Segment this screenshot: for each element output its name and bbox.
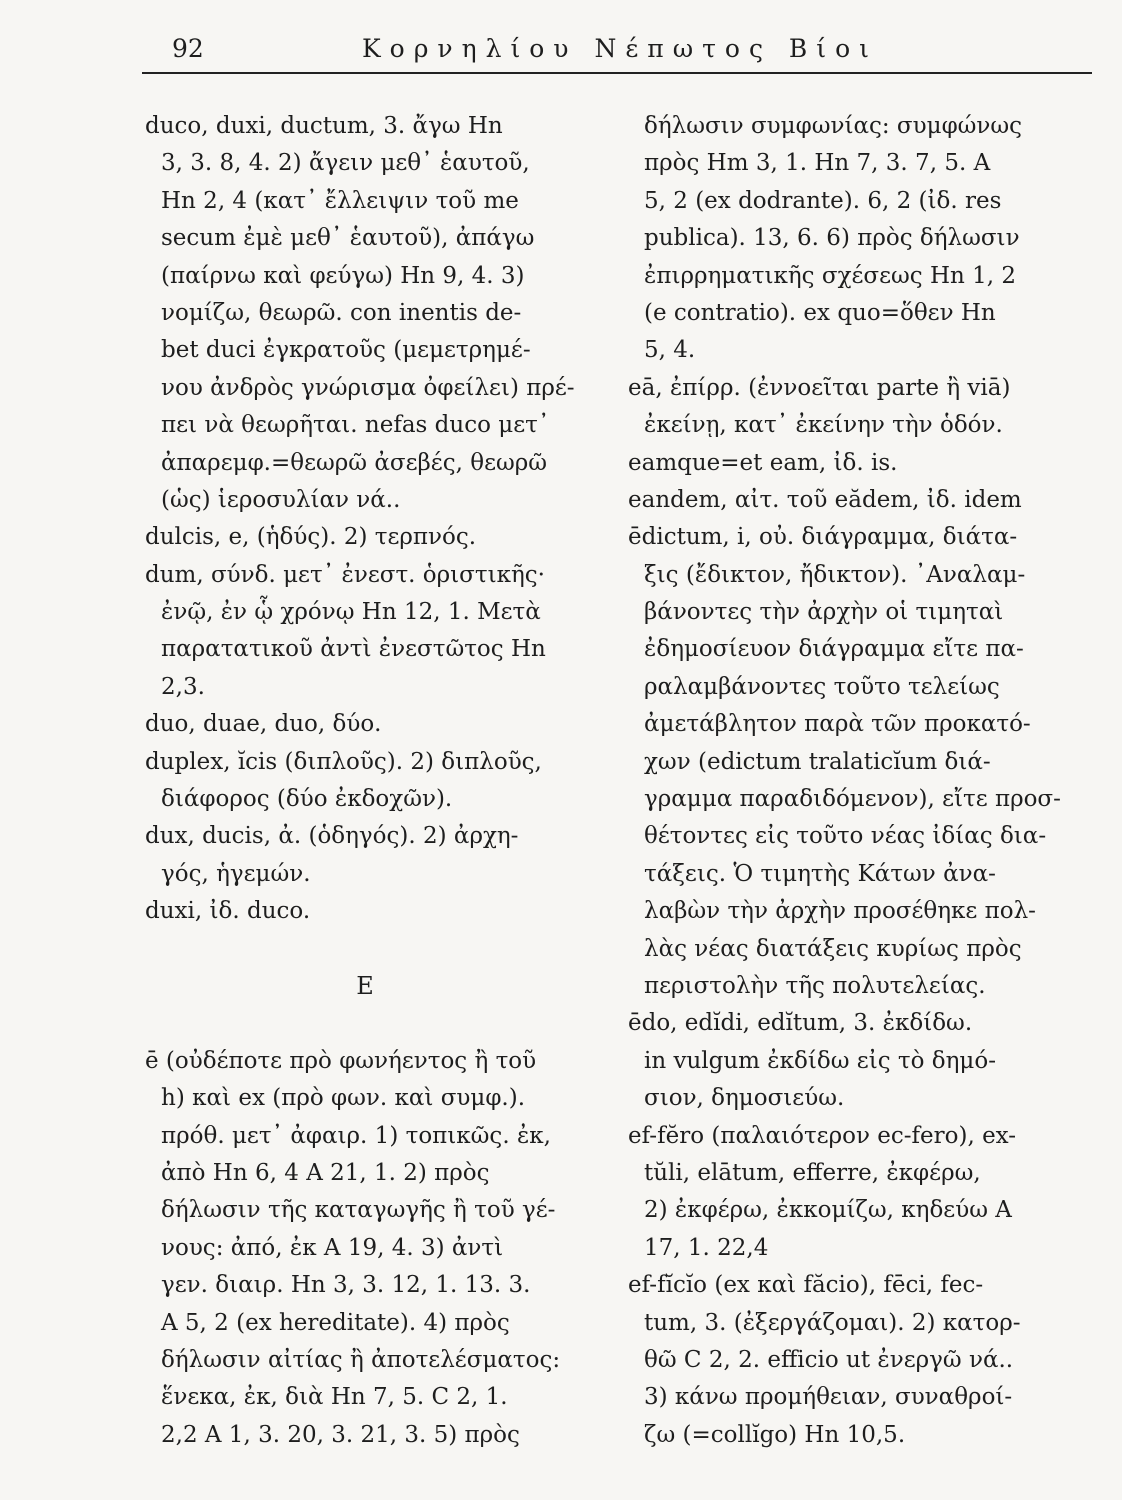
entry-line: secum ἐμὲ μεθ᾽ ἑαυτοῦ), ἀπάγω	[161, 225, 535, 252]
entry-line: 2,2 A 1, 3. 20, 3. 21, 3. 5) πρὸς	[161, 1421, 520, 1448]
section-spacer	[145, 931, 585, 968]
entry-line: dum, σύνδ. μετ᾽ ἐνεστ. ὁριστικῆς·	[145, 561, 545, 588]
entry-line: διάφορος (δύο ἐκδοχῶν).	[161, 786, 453, 813]
running-title: Κορνηλίου Νέπωτος Βίοι	[362, 34, 878, 63]
entry-line: ἐπιρρηματικῆς σχέσεως Hn 1, 2	[644, 262, 1017, 289]
entry-line: duxi, ἰδ. duco.	[145, 898, 311, 925]
entry-line: duo, duae, duo, δύο.	[145, 711, 382, 738]
entry-line: ξις (ἔδικτον, ἤδικτον). ᾿Αναλαμ-	[644, 561, 1026, 588]
entry-line: λὰς νέας διατάξεις κυρίως πρὸς	[644, 935, 1022, 962]
entry-line: νου ἀνδρὸς γνώρισμα ὀφείλει) πρέ-	[161, 374, 575, 401]
entry-line: βάνοντες τὴν ἀρχὴν οἱ τιμηταὶ	[644, 599, 1004, 626]
entry-line: publica). 13, 6. 6) πρὸς δήλωσιν	[644, 225, 1020, 252]
entry-line: h) καὶ ex (πρὸ φων. καὶ συμφ.).	[161, 1085, 526, 1112]
entry-line: Hn 2, 4 (κατ᾽ ἔλλειψιν τοῦ me	[161, 187, 519, 214]
page-number: 92	[172, 34, 204, 63]
entry-line: γραμμα παραδιδόμενον), εἴτε προσ-	[644, 786, 1061, 813]
entry-line: θῶ C 2, 2. efficio ut ἐνεργῶ νά..	[644, 1346, 1014, 1373]
entry-line: περιστολὴν τῆς πολυτελείας.	[644, 972, 986, 999]
entry-line: ēdictum, i, οὐ. διάγραμμα, διάτα-	[628, 524, 1018, 551]
entry-line: bet duci ἐγκρατοῦς (μεμετρημέ-	[161, 337, 531, 364]
entry-line: δήλωσιν συμφωνίας: συμφώνως	[644, 113, 1023, 139]
entry-line: ζω (=collĭgo) Hn 10,5.	[644, 1421, 906, 1448]
entry-line: 2,3.	[161, 673, 205, 700]
entry-line: ἀμετάβλητον παρὰ τῶν προκατό-	[644, 711, 1031, 738]
entry-line: χων (edictum tralaticĭum διά-	[644, 748, 991, 775]
entry-line: 5, 4.	[644, 337, 696, 364]
entry-line: ἐνῷ, ἐν ᾧ χρόνῳ Hn 12, 1. Μετὰ	[161, 599, 541, 626]
entry-line: πρὸς Hm 3, 1. Hn 7, 3. 7, 5. A	[644, 150, 991, 177]
entry-line: ef-fĭcĭo (ex καὶ făcio), fēci, fec-	[628, 1272, 984, 1299]
entry-line: dulcis, e, (ἡδύς). 2) τερπνός.	[145, 524, 477, 551]
entry-line: δήλωσιν αἰτίας ἢ ἀποτελέσματος:	[161, 1346, 561, 1373]
entry-line: duco, duxi, ductum, 3. ἄγω Hn	[145, 113, 503, 139]
entry-line: δήλωσιν τῆς καταγωγῆς ἢ τοῦ γέ-	[161, 1197, 556, 1224]
page-header	[142, 30, 1092, 70]
entry-line: (παίρνω καὶ φεύγω) Hn 9, 4. 3)	[161, 262, 525, 289]
entry-line: 5, 2 (ex dodrante). 6, 2 (ἰδ. res	[644, 187, 1002, 214]
entry-line: γός, ἡγεμών.	[161, 860, 311, 887]
entry-line: 2) ἐκφέρω, ἐκκομίζω, κηδεύω A	[644, 1197, 1012, 1224]
entry-line: γεν. διαιρ. Hn 3, 3. 12, 1. 13. 3.	[161, 1272, 531, 1299]
entry-line: πει νὰ θεωρῆται. nefas duco μετ᾽	[161, 412, 550, 439]
section-letter: E	[356, 971, 374, 1000]
entry-line: 17, 1. 22,4	[644, 1234, 769, 1261]
entry-line: ἕνεκα, ἐκ, διὰ Hn 7, 5. C 2, 1.	[161, 1384, 508, 1411]
entry-line: λαβὼν τὴν ἀρχὴν προσέθηκε πολ-	[644, 898, 1036, 925]
header-rule	[142, 72, 1092, 74]
entry-line: ραλαμβάνοντες τοῦτο τελείως	[644, 673, 1000, 700]
entry-line: ēdo, edĭdi, edĭtum, 3. ἐκδίδω.	[628, 1010, 973, 1037]
entry-line: ἐκείνῃ, κατ᾽ ἐκείνην τὴν ὁδόν.	[644, 412, 1003, 439]
entry-line: πρόθ. μετ᾽ ἀφαιρ. 1) τοπικῶς. ἐκ,	[161, 1122, 551, 1149]
entry-line: θέτοντες εἰς τοῦτο νέας ἰδίας δια-	[644, 823, 1047, 850]
entry-line: duplex, ĭcis (διπλοῦς). 2) διπλοῦς,	[145, 748, 542, 775]
entry-line: παρατατικοῦ ἀντὶ ἐνεστῶτος Hn	[161, 636, 546, 663]
entry-line: in vulgum ἐκδίδω εἰς τὸ δημό-	[644, 1047, 996, 1074]
entry-line: νους: ἀπό, ἐκ A 19, 4. 3) ἀντὶ	[161, 1234, 504, 1261]
entry-line: tŭli, elātum, efferre, ἐκφέρω,	[644, 1159, 981, 1186]
entry-line: τάξεις. Ὁ τιμητὴς Κάτων ἀνα-	[644, 860, 996, 887]
entry-line: eandem, αἰτ. τοῦ eădem, ἰδ. idem	[628, 486, 1022, 513]
entry-line: (ὡς) ἱεροσυλίαν νά..	[161, 486, 401, 513]
entry-line: (e contratio). ex quo=ὅθεν Hn	[644, 299, 996, 326]
entry-line: eā, ἐπίρρ. (ἐννοεῖται parte ἢ viā)	[628, 374, 1011, 401]
entry-line: 3) κάνω προμήθειαν, συναθροί-	[644, 1384, 1013, 1411]
left-column	[145, 108, 585, 1454]
entry-line: ἀπὸ Hn 6, 4 A 21, 1. 2) πρὸς	[161, 1159, 490, 1186]
entry-line: ἀπαρεμφ.=θεωρῶ ἀσεβές, θεωρῶ	[161, 449, 548, 476]
entry-line: tum, 3. (ἐξεργάζομαι). 2) κατορ-	[644, 1309, 1021, 1336]
entry-line: νομίζω, θεωρῶ. con inentis de-	[161, 299, 522, 326]
right-column	[628, 108, 1096, 1454]
entry-line: A 5, 2 (ex hereditate). 4) πρὸς	[161, 1309, 510, 1336]
entry-line: dux, ducis, ἀ. (ὁδηγός). 2) ἀρχη-	[145, 823, 519, 850]
entry-line: ἐδημοσίευον διάγραμμα εἴτε πα-	[644, 636, 1024, 663]
entry-line: eamque=et eam, ἰδ. is.	[628, 449, 898, 476]
entry-line: 3, 3. 8, 4. 2) ἄγειν μεθ᾽ ἑαυτοῦ,	[161, 150, 530, 177]
entry-line: ē (οὐδέποτε πρὸ φωνήεντος ἢ τοῦ	[145, 1047, 537, 1074]
entry-line: σιον, δημοσιεύω.	[644, 1085, 845, 1112]
entry-line: ef-fĕro (παλαιότερον ec-fero), ex-	[628, 1122, 1017, 1149]
